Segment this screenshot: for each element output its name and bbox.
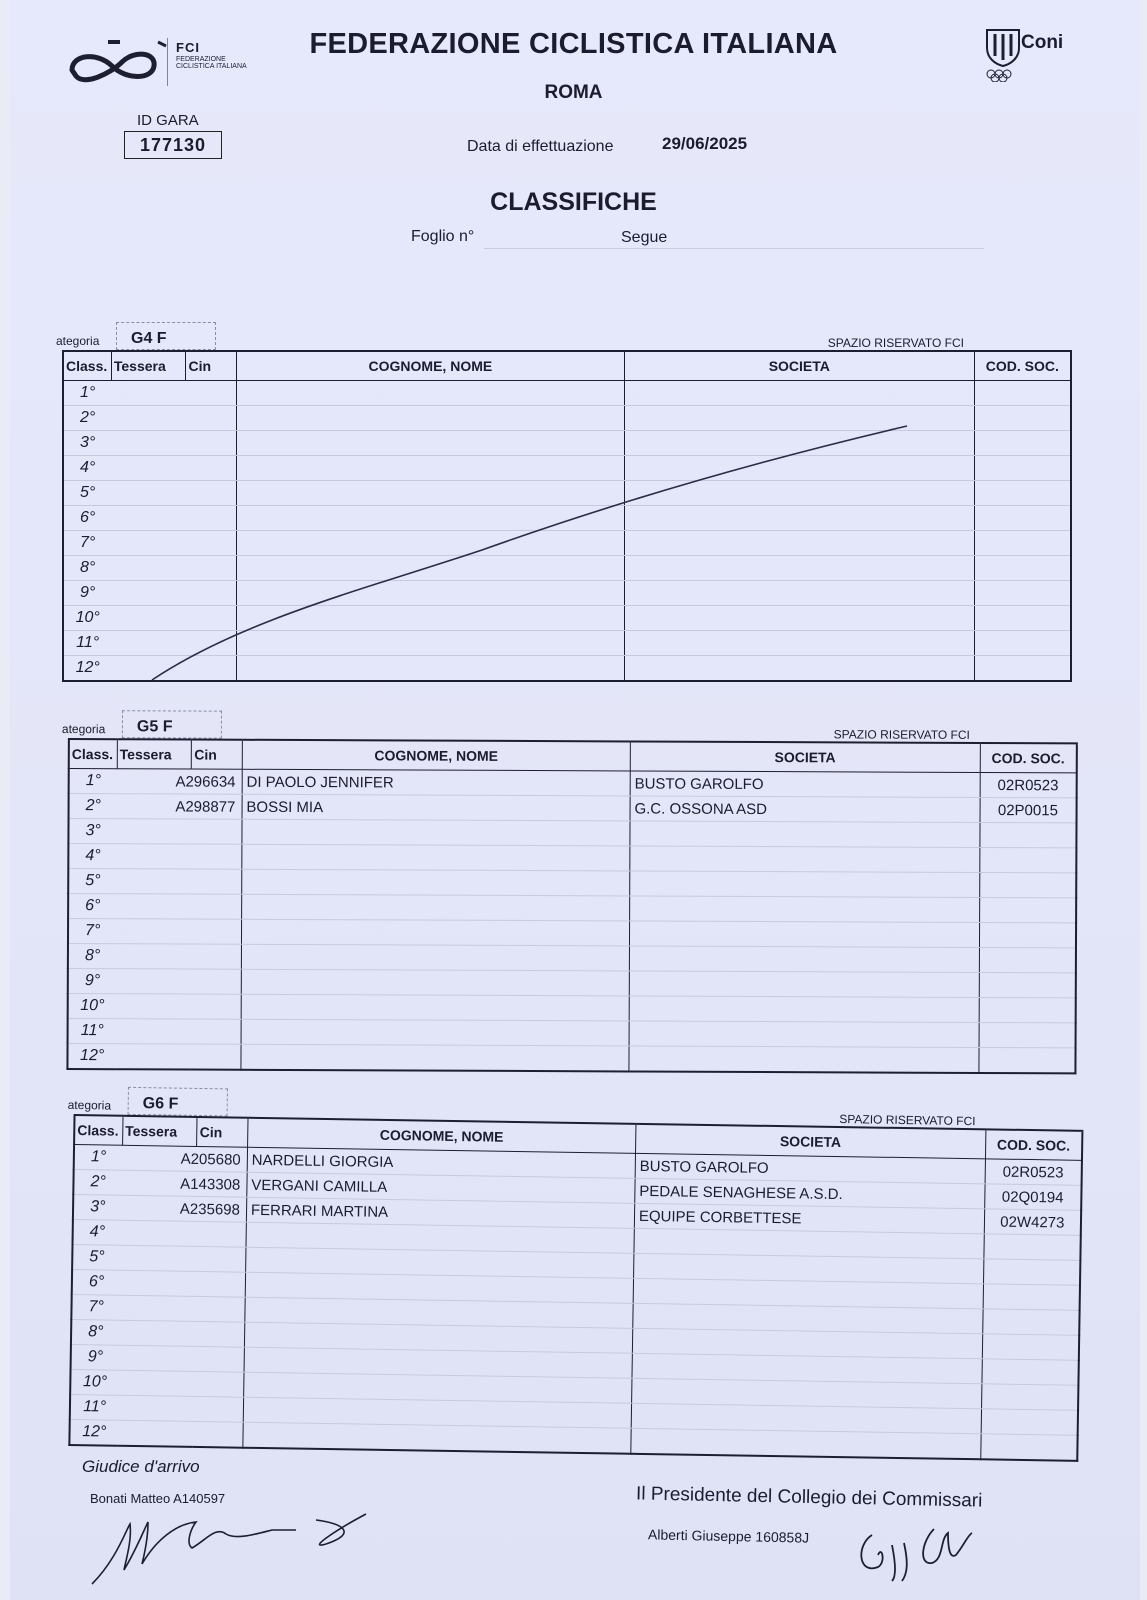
name-cell <box>236 481 624 506</box>
tessera-cell: A235698 <box>121 1195 246 1222</box>
position-cell: 4° <box>63 456 111 481</box>
societa-cell: G.C. OSSONA ASD <box>630 796 980 823</box>
name-cell <box>236 656 624 682</box>
tessera-cell: A205680 <box>122 1145 247 1172</box>
tessera-cell <box>111 531 236 556</box>
societa-cell <box>624 556 974 581</box>
ranking-table <box>66 738 1077 1074</box>
table-row <box>63 556 1071 581</box>
category-value: G4 F <box>116 322 216 350</box>
tessera-cell <box>111 581 236 606</box>
name-cell <box>236 456 624 481</box>
position-cell: 3° <box>68 819 116 844</box>
societa-cell <box>629 946 979 973</box>
reserved-fci-label: SPAZIO RISERVATO FCI <box>827 336 964 350</box>
page-title: FEDERAZIONE CICLISTICA ITALIANA <box>309 28 838 60</box>
tessera-cell <box>111 556 236 581</box>
tessera-cell <box>111 606 236 631</box>
foglio-label: Foglio n° <box>411 228 475 245</box>
position-cell: 6° <box>63 506 111 531</box>
position-cell: 8° <box>63 556 111 581</box>
tessera-cell <box>116 1044 241 1070</box>
column-header-class: Class. <box>74 1115 123 1145</box>
position-cell: 5° <box>63 481 111 506</box>
societa-cell <box>630 871 980 898</box>
cod-soc-cell <box>974 381 1071 406</box>
cod-soc-cell: 02P0015 <box>980 797 1077 822</box>
name-cell <box>241 1019 629 1046</box>
cod-soc-cell: 02Q0194 <box>984 1184 1081 1211</box>
name-cell <box>236 606 624 631</box>
name-cell <box>236 431 624 456</box>
position-cell: 10° <box>70 1369 119 1395</box>
category-section-g6f <box>68 1086 1084 1462</box>
position-cell: 7° <box>71 1294 120 1320</box>
position-cell: 11° <box>70 1394 119 1420</box>
category-label: ategoria <box>67 1097 112 1113</box>
name-cell: NARDELLI GIORGIA <box>247 1147 635 1178</box>
position-cell: 3° <box>63 431 111 456</box>
name-cell <box>242 819 630 846</box>
name-cell <box>241 994 629 1021</box>
cod-soc-cell <box>974 406 1071 431</box>
segue-label: Segue <box>621 229 668 246</box>
name-cell <box>236 406 624 431</box>
table-row <box>63 581 1071 606</box>
tessera-cell <box>119 1370 244 1397</box>
table-row <box>63 656 1071 682</box>
cod-soc-cell <box>981 1409 1078 1436</box>
cod-soc-cell <box>974 481 1071 506</box>
tessera-cell <box>111 406 236 431</box>
name-cell <box>241 969 629 996</box>
table-row <box>63 431 1071 456</box>
tessera-cell <box>121 1220 246 1247</box>
cod-soc-cell <box>982 1334 1079 1361</box>
table-row <box>63 606 1071 631</box>
position-cell: 6° <box>68 894 116 919</box>
tessera-cell <box>117 869 242 895</box>
cod-soc-cell <box>979 922 1076 947</box>
ranking-table <box>62 350 1072 682</box>
date-value: 29/06/2025 <box>662 134 748 153</box>
position-cell: 10° <box>63 606 111 631</box>
tessera-cell <box>111 456 236 481</box>
position-cell: 2° <box>63 406 111 431</box>
societa-cell <box>624 381 974 406</box>
reserved-fci-label: SPAZIO RISERVATO FCI <box>833 727 970 742</box>
position-cell: 1° <box>69 769 117 794</box>
section-title: CLASSIFICHE <box>490 188 657 216</box>
tessera-cell <box>119 1345 244 1372</box>
societa-cell <box>624 656 974 682</box>
tessera-cell: A296634 <box>117 769 242 795</box>
societa-cell <box>624 406 974 431</box>
name-cell <box>241 919 629 946</box>
column-header-cod-soc: COD. SOC. <box>985 1129 1082 1160</box>
tessera-cell <box>111 506 236 531</box>
societa-cell: BUSTO GAROLFO <box>630 771 980 798</box>
cod-soc-cell <box>974 581 1071 606</box>
tessera-cell <box>111 431 236 456</box>
table-row <box>67 1044 1075 1074</box>
table-row <box>63 631 1071 656</box>
foglio-line <box>484 248 984 249</box>
cod-soc-cell <box>980 822 1077 847</box>
tessera-cell <box>116 919 241 945</box>
presidente-signature <box>852 1515 992 1585</box>
table-row <box>63 381 1071 406</box>
cod-soc-cell <box>979 872 1076 897</box>
name-cell <box>236 506 624 531</box>
position-cell: 8° <box>68 944 116 969</box>
position-cell: 5° <box>72 1244 121 1270</box>
societa-cell <box>629 1046 979 1073</box>
position-cell: 2° <box>69 794 117 819</box>
name-cell <box>242 844 630 871</box>
presidente-name: Alberti Giuseppe 160858J <box>647 1526 810 1546</box>
table-row <box>63 531 1071 556</box>
societa-cell <box>624 581 974 606</box>
column-header-class: Class. <box>69 739 118 769</box>
name-cell: VERGANI CAMILLA <box>247 1172 635 1203</box>
name-cell <box>241 1044 629 1071</box>
tessera-cell <box>116 994 241 1020</box>
column-header-cod-soc: COD. SOC. <box>974 351 1071 381</box>
position-cell: 12° <box>75 659 100 676</box>
column-header-cod-soc: COD. SOC. <box>980 743 1077 773</box>
tessera-cell <box>120 1295 245 1322</box>
presidente-label: Il Presidente del Collegio dei Commissari <box>635 1483 983 1512</box>
city: ROMA <box>544 82 603 103</box>
position-cell: 3° <box>73 1195 122 1221</box>
name-cell <box>241 944 629 971</box>
societa-cell: BUSTO GAROLFO <box>635 1153 985 1183</box>
cod-soc-cell <box>979 947 1076 972</box>
societa-cell <box>624 456 974 481</box>
fci-logo-short: FCI <box>176 40 200 55</box>
societa-cell <box>624 531 974 556</box>
cod-soc-cell <box>984 1234 1081 1261</box>
tessera-cell <box>120 1270 245 1297</box>
position-cell: 6° <box>72 1269 121 1295</box>
societa-cell <box>630 821 980 848</box>
column-header-class: Class. <box>63 351 111 381</box>
tessera-cell <box>116 969 241 995</box>
position-cell: 7° <box>68 919 116 944</box>
societa-cell <box>624 481 974 506</box>
societa-cell: EQUIPE CORBETTESE <box>634 1203 984 1233</box>
cod-soc-cell <box>982 1309 1079 1336</box>
name-cell <box>236 581 624 606</box>
tessera-cell: A298877 <box>117 794 242 820</box>
cod-soc-cell <box>974 506 1071 531</box>
name-cell: BOSSI MIA <box>242 794 630 821</box>
date-label: Data di effettuazione <box>467 138 614 155</box>
tessera-cell <box>118 1420 243 1447</box>
column-header-tessera: Tessera <box>122 1116 197 1147</box>
cod-soc-cell <box>974 456 1071 481</box>
cod-soc-cell <box>979 1022 1076 1047</box>
cod-soc-cell <box>974 431 1071 456</box>
societa-cell <box>624 431 974 456</box>
giudice-label: Giudice d'arrivo <box>82 1457 200 1476</box>
cod-soc-cell <box>983 1259 1080 1286</box>
cod-soc-cell <box>974 631 1071 656</box>
cod-soc-cell: 02R0523 <box>980 772 1077 797</box>
tessera-cell <box>111 381 236 406</box>
position-cell: 10° <box>68 994 116 1019</box>
giudice-signature <box>86 1500 386 1590</box>
tessera-cell <box>119 1320 244 1347</box>
column-header-societa: SOCIETA <box>630 741 980 772</box>
cod-soc-cell <box>980 1434 1077 1461</box>
societa-cell <box>624 506 974 531</box>
societa-cell <box>629 971 979 998</box>
column-header-cin: Cin <box>197 1117 248 1147</box>
column-header-tessera: Tessera <box>117 739 192 769</box>
position-cell: 1° <box>74 1145 123 1171</box>
category-header <box>61 710 1078 742</box>
giudice-name: Bonati Matteo A140597 <box>90 1491 226 1506</box>
fci-logo-full: FEDERAZIONE CICLISTICA ITALIANA <box>176 56 247 70</box>
position-cell: 12° <box>82 1423 107 1441</box>
cod-soc-cell <box>979 997 1076 1022</box>
category-value: G5 F <box>122 710 222 738</box>
position-cell: 5° <box>68 869 116 894</box>
position-cell: 12° <box>80 1047 105 1065</box>
societa-cell <box>629 921 979 948</box>
coni-logo-text: Coni <box>1021 32 1064 53</box>
tessera-cell <box>117 844 242 870</box>
cod-soc-cell <box>979 972 1076 997</box>
cod-soc-cell <box>974 556 1071 581</box>
id-gara-label: ID GARA <box>137 112 199 129</box>
tessera-cell <box>116 894 241 920</box>
societa-cell <box>629 1021 979 1048</box>
category-value: G6 F <box>128 1087 228 1117</box>
societa-cell: PEDALE SENAGHESE A.S.D. <box>635 1178 985 1208</box>
position-cell: 11° <box>68 1019 116 1044</box>
column-header-societa: SOCIETA <box>624 351 974 381</box>
cod-soc-cell <box>982 1359 1079 1386</box>
cod-soc-cell <box>979 1047 1076 1073</box>
tessera-cell <box>116 1019 241 1045</box>
name-cell: FERRARI MARTINA <box>246 1197 634 1228</box>
cod-soc-cell <box>974 606 1071 631</box>
tessera-cell: A143308 <box>122 1170 247 1197</box>
position-cell: 9° <box>71 1344 120 1370</box>
table-row <box>63 406 1071 431</box>
name-cell <box>236 556 624 581</box>
table-row <box>63 481 1071 506</box>
table-row <box>63 456 1071 481</box>
name-cell <box>236 381 624 406</box>
tessera-cell <box>116 944 241 970</box>
column-header-name: COGNOME, NOME <box>236 351 624 381</box>
column-header-name: COGNOME, NOME <box>242 740 630 771</box>
name-cell: DI PAOLO JENNIFER <box>242 769 630 796</box>
position-cell: 4° <box>68 844 116 869</box>
category-label: ategoria <box>61 721 106 737</box>
column-header-cin: Cin <box>186 351 236 381</box>
position-cell: 4° <box>73 1219 122 1245</box>
category-label: ategoria <box>56 334 100 348</box>
position-cell: 11° <box>63 631 111 656</box>
cod-soc-cell <box>981 1384 1078 1411</box>
tessera-cell <box>111 631 236 656</box>
cod-soc-cell <box>983 1284 1080 1311</box>
ranking-table <box>68 1114 1083 1462</box>
position-cell: 2° <box>73 1170 122 1196</box>
name-cell <box>243 1422 631 1454</box>
category-section-g4f <box>56 322 1072 682</box>
category-header <box>56 322 1072 350</box>
societa-cell <box>630 896 980 923</box>
cod-soc-cell <box>979 847 1076 872</box>
societa-cell <box>624 606 974 631</box>
column-header-tessera: Tessera <box>111 351 186 381</box>
tessera-cell <box>118 1395 243 1422</box>
cod-soc-cell: 02R0523 <box>985 1159 1082 1186</box>
cod-soc-cell: 02W4273 <box>984 1209 1081 1236</box>
societa-cell <box>630 846 980 873</box>
column-header-name: COGNOME, NOME <box>247 1118 635 1154</box>
reserved-fci-label: SPAZIO RISERVATO FCI <box>839 1112 976 1129</box>
position-cell: 8° <box>71 1319 120 1345</box>
column-header-cin: Cin <box>192 740 243 770</box>
name-cell <box>236 531 624 556</box>
cod-soc-cell <box>974 531 1071 556</box>
tessera-cell <box>111 656 236 682</box>
name-cell <box>236 631 624 656</box>
category-section-g5f <box>61 710 1078 1074</box>
name-cell <box>241 894 629 921</box>
position-cell: 9° <box>68 969 116 994</box>
tessera-cell <box>111 481 236 506</box>
table-row <box>63 506 1071 531</box>
column-header-societa: SOCIETA <box>635 1124 985 1159</box>
cod-soc-cell <box>974 656 1071 682</box>
id-gara-value: 177130 <box>124 131 222 159</box>
societa-cell <box>629 996 979 1023</box>
tessera-cell <box>120 1245 245 1272</box>
position-cell: 7° <box>63 531 111 556</box>
name-cell <box>242 869 630 896</box>
position-cell: 1° <box>63 381 111 406</box>
societa-cell <box>631 1428 981 1459</box>
cod-soc-cell <box>979 897 1076 922</box>
societa-cell <box>624 631 974 656</box>
position-cell: 9° <box>63 581 111 606</box>
tessera-cell <box>117 819 242 845</box>
